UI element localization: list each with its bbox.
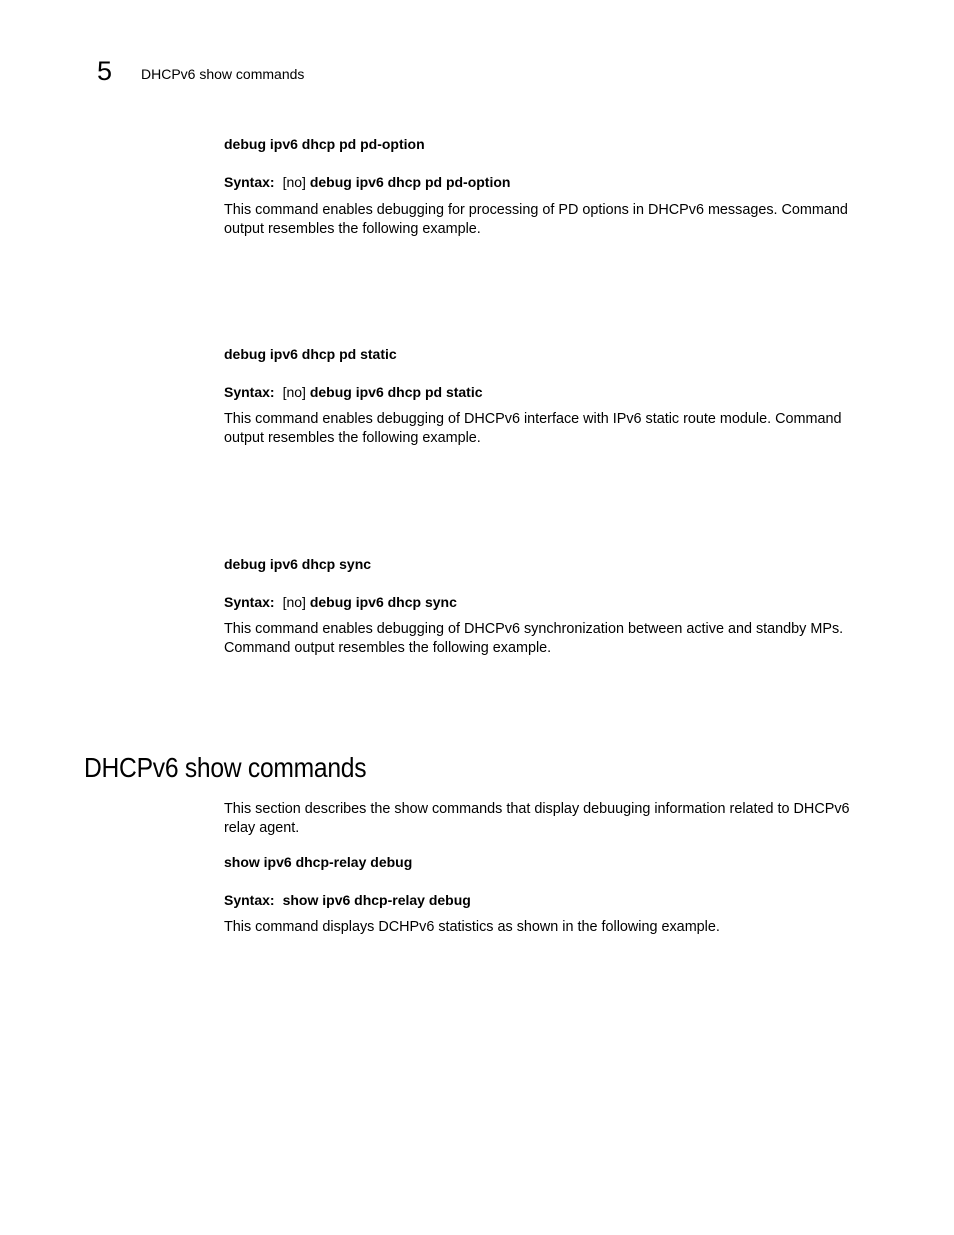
syntax-command: show ipv6 dhcp-relay debug [282, 892, 471, 908]
syntax-command: debug ipv6 dhcp sync [309, 594, 457, 610]
section-intro: This section describes the show commands that display debuuging information related to DHCPv6 relay agent. [224, 801, 850, 836]
syntax-line-show-relay-debug [224, 892, 471, 909]
chapter-number: 5 [97, 56, 113, 86]
syntax-label: Syntax: [224, 174, 275, 190]
syntax-command: debug ipv6 dhcp pd pd-option [309, 174, 511, 190]
syntax-no-keyword: no [286, 594, 303, 610]
command-heading-show-relay-debug: show ipv6 dhcp-relay debug [224, 854, 413, 870]
command-description-pd-static: This command enables debugging of DHCPv6 interface with IPv6 static route module. Command output resembles the following example. [224, 411, 842, 446]
command-heading-pd-static: debug ipv6 dhcp pd static [224, 346, 397, 362]
syntax-line-pd-option [224, 174, 510, 191]
syntax-bracket-open: [ [282, 174, 287, 190]
syntax-label: Syntax: [224, 892, 275, 908]
syntax-label: Syntax: [224, 384, 275, 400]
syntax-command: debug ipv6 dhcp pd static [309, 384, 483, 400]
running-title: DHCPv6 show commands [141, 66, 305, 82]
command-heading-pd-option: debug ipv6 dhcp pd pd-option [224, 136, 425, 152]
command-description-show-relay-debug: This command displays DCHPv6 statistics as shown in the following example. [224, 919, 720, 935]
syntax-bracket-close: ] [302, 594, 306, 610]
syntax-line-sync [224, 594, 457, 611]
syntax-label: Syntax: [224, 594, 275, 610]
syntax-line-pd-static [224, 384, 483, 401]
command-description-pd-option: This command enables debugging for processing of PD options in DHCPv6 messages. Command output resembles the following example. [224, 202, 848, 237]
command-description-sync: This command enables debugging of DHCPv6 synchronization between active and standby MPs. Command output resembles the following example. [224, 621, 844, 656]
syntax-bracket-open: [ [282, 384, 287, 400]
syntax-bracket-close: ] [302, 384, 306, 400]
section-title: DHCPv6 show commands [84, 752, 367, 783]
syntax-no-keyword: no [286, 174, 303, 190]
syntax-no-keyword: no [286, 384, 303, 400]
syntax-bracket-open: [ [282, 594, 287, 610]
syntax-bracket-close: ] [302, 174, 306, 190]
command-heading-sync: debug ipv6 dhcp sync [224, 556, 372, 572]
